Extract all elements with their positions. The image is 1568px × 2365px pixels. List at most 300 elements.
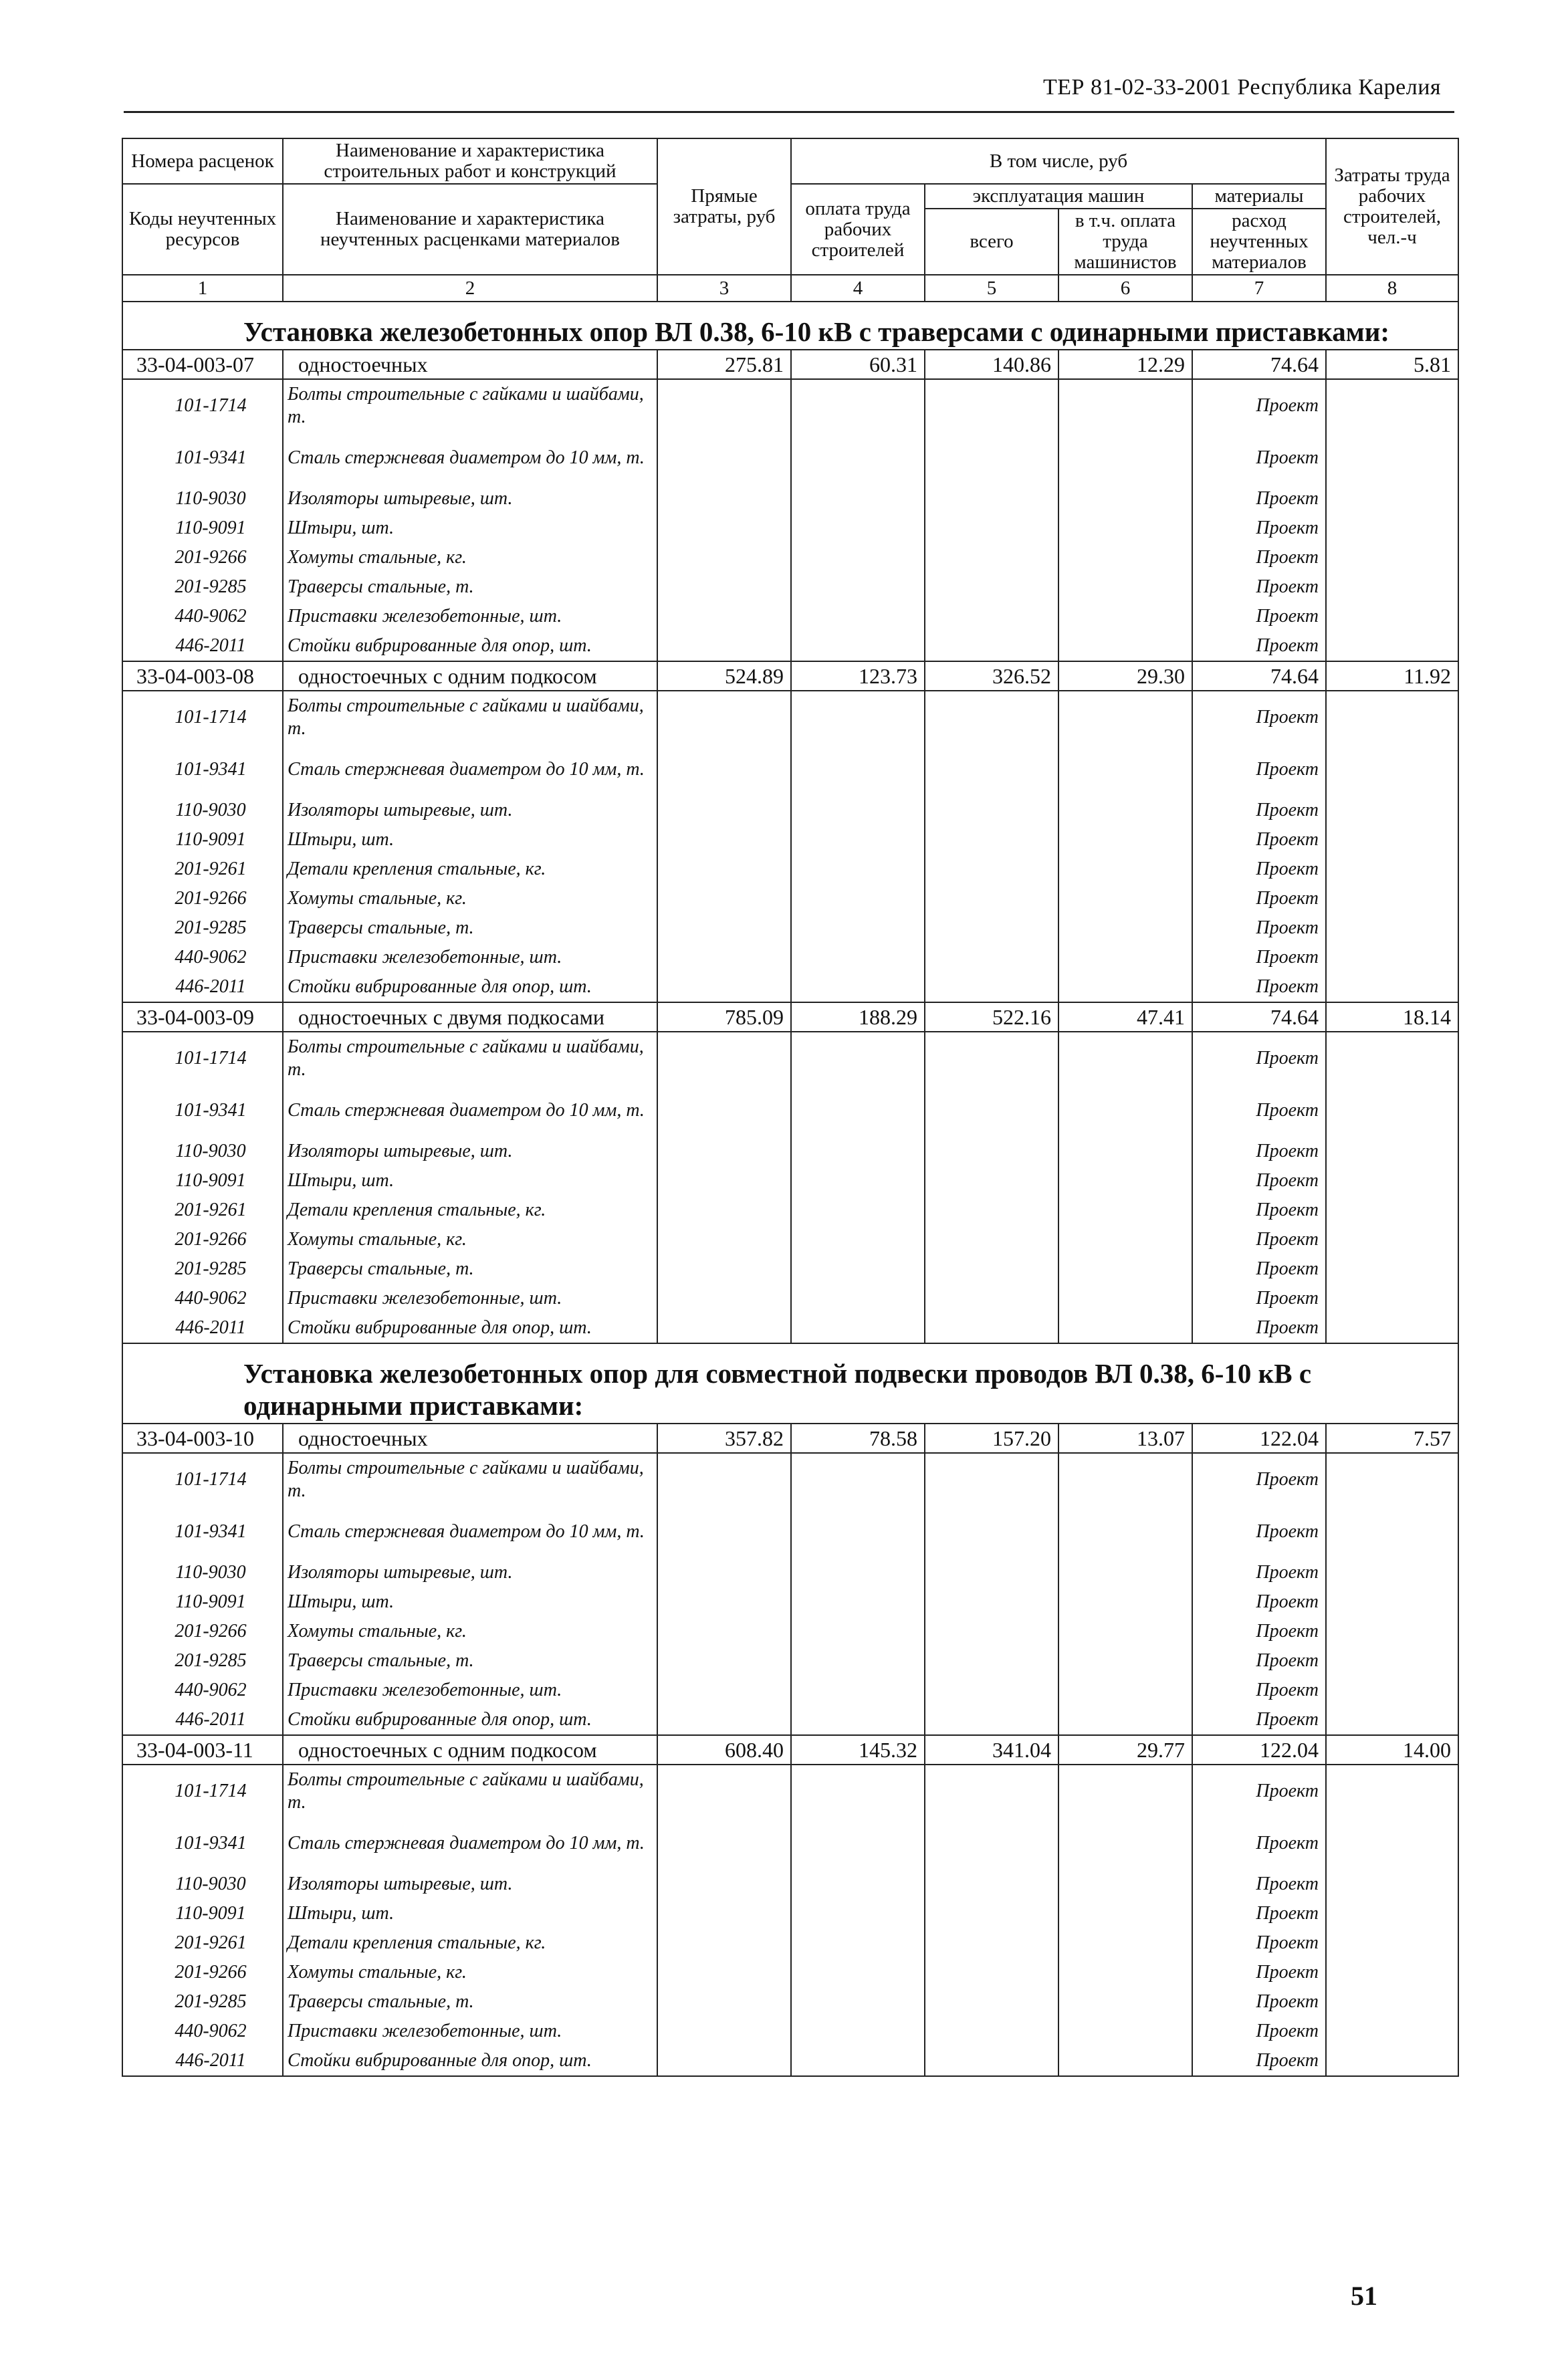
resource-code: 440-9062 <box>122 1676 283 1705</box>
empty-cell <box>925 1587 1058 1617</box>
empty-cell <box>925 484 1058 514</box>
empty-cell <box>1326 1085 1458 1137</box>
empty-cell <box>925 972 1058 1002</box>
resource-material: Проект <box>1192 1506 1326 1558</box>
section-title: Установка железобетонных опор ВЛ 0.38, 6-10 кВ с траверсами с одинарными приставками: <box>122 302 1458 350</box>
resource-name: Болты строительные с гайками и шайбами, т. <box>283 691 657 744</box>
rate-value: 122.04 <box>1192 1735 1326 1765</box>
rate-code: 33-04-003-09 <box>122 1002 283 1032</box>
section-title-row <box>122 302 1458 350</box>
resource-name: Сталь стержневая диаметром до 10 мм, т. <box>283 432 657 484</box>
resource-code: 446-2011 <box>122 1705 283 1735</box>
empty-cell <box>1326 1765 1458 1817</box>
resource-code: 101-9341 <box>122 432 283 484</box>
empty-cell <box>1326 484 1458 514</box>
empty-cell <box>657 572 791 602</box>
rate-value: 60.31 <box>791 350 925 379</box>
header-vsego: всего <box>925 209 1058 275</box>
empty-cell <box>1058 2017 1192 2046</box>
resource-material: Проект <box>1192 1676 1326 1705</box>
rate-value: 29.30 <box>1058 661 1192 691</box>
empty-cell <box>925 855 1058 884</box>
empty-cell <box>925 1225 1058 1254</box>
resource-material: Проект <box>1192 1705 1326 1735</box>
rate-value: 157.20 <box>925 1424 1058 1453</box>
resource-name: Приставки железобетонные, шт. <box>283 2017 657 2046</box>
empty-cell <box>657 796 791 825</box>
empty-cell <box>1326 1987 1458 2017</box>
rate-row <box>122 1002 1458 1032</box>
resource-material: Проект <box>1192 1453 1326 1506</box>
resource-material: Проект <box>1192 1558 1326 1587</box>
resource-row <box>122 2017 1458 2046</box>
empty-cell <box>925 631 1058 661</box>
rate-value: 14.00 <box>1326 1735 1458 1765</box>
header-materialy: материалы <box>1192 184 1326 209</box>
rate-value: 12.29 <box>1058 350 1192 379</box>
resource-row <box>122 1587 1458 1617</box>
empty-cell <box>1326 913 1458 943</box>
empty-cell <box>925 1506 1058 1558</box>
empty-cell <box>1326 1817 1458 1870</box>
resource-row <box>122 1987 1458 2017</box>
empty-cell <box>1326 432 1458 484</box>
resource-row <box>122 484 1458 514</box>
resource-code: 101-1714 <box>122 379 283 432</box>
resource-material: Проект <box>1192 1313 1326 1343</box>
resource-name: Сталь стержневая диаметром до 10 мм, т. <box>283 744 657 796</box>
resource-material: Проект <box>1192 1254 1326 1284</box>
resource-material: Проект <box>1192 943 1326 972</box>
resource-row <box>122 514 1458 543</box>
empty-cell <box>925 572 1058 602</box>
empty-cell <box>1326 1254 1458 1284</box>
empty-cell <box>1058 1137 1192 1166</box>
rate-value: 608.40 <box>657 1735 791 1765</box>
resource-name: Траверсы стальные, т. <box>283 1646 657 1676</box>
resource-name: Хомуты стальные, кг. <box>283 1958 657 1987</box>
resource-material: Проект <box>1192 1928 1326 1958</box>
resource-material: Проект <box>1192 1166 1326 1196</box>
empty-cell <box>925 602 1058 631</box>
empty-cell <box>925 1032 1058 1085</box>
empty-cell <box>657 744 791 796</box>
empty-cell <box>1326 379 1458 432</box>
rate-value: 13.07 <box>1058 1424 1192 1453</box>
resource-material: Проект <box>1192 484 1326 514</box>
empty-cell <box>791 691 925 744</box>
resource-code: 201-9261 <box>122 1196 283 1225</box>
empty-cell <box>657 432 791 484</box>
resource-material: Проект <box>1192 744 1326 796</box>
empty-cell <box>657 514 791 543</box>
empty-cell <box>791 825 925 855</box>
empty-cell <box>1326 1928 1458 1958</box>
rate-value: 785.09 <box>657 1002 791 1032</box>
empty-cell <box>1058 1817 1192 1870</box>
resource-code: 440-9062 <box>122 2017 283 2046</box>
empty-cell <box>657 543 791 572</box>
empty-cell <box>657 1137 791 1166</box>
empty-cell <box>1326 602 1458 631</box>
empty-cell <box>1326 972 1458 1002</box>
estimate-table <box>122 138 1459 2077</box>
resource-row <box>122 855 1458 884</box>
resource-row <box>122 1870 1458 1899</box>
page-header: ТЕР 81-02-33-2001 Республика Карелия <box>1043 75 1442 100</box>
empty-cell <box>657 2046 791 2076</box>
resource-row <box>122 602 1458 631</box>
empty-cell <box>791 1646 925 1676</box>
empty-cell <box>657 1196 791 1225</box>
empty-cell <box>657 855 791 884</box>
header-naim-bottom: Наименование и характеристика неучтенных расценками материалов <box>283 184 657 275</box>
resource-row <box>122 1225 1458 1254</box>
empty-cell <box>1058 1899 1192 1928</box>
resource-code: 110-9030 <box>122 1137 283 1166</box>
empty-cell <box>925 1899 1058 1928</box>
empty-cell <box>925 825 1058 855</box>
column-number: 7 <box>1192 275 1326 302</box>
empty-cell <box>1058 943 1192 972</box>
resource-name: Изоляторы штыревые, шт. <box>283 796 657 825</box>
empty-cell <box>1326 631 1458 661</box>
header-raskhod: расход неучтенных материалов <box>1192 209 1326 275</box>
resource-row <box>122 1085 1458 1137</box>
resource-code: 110-9091 <box>122 514 283 543</box>
resource-name: Приставки железобетонные, шт. <box>283 943 657 972</box>
resource-code: 110-9091 <box>122 1166 283 1196</box>
empty-cell <box>1058 1705 1192 1735</box>
resource-row <box>122 913 1458 943</box>
empty-cell <box>657 1676 791 1705</box>
resource-code: 110-9091 <box>122 825 283 855</box>
resource-material: Проект <box>1192 543 1326 572</box>
resource-material: Проект <box>1192 432 1326 484</box>
rate-value: 74.64 <box>1192 1002 1326 1032</box>
resource-row <box>122 1617 1458 1646</box>
resource-row <box>122 432 1458 484</box>
resource-name: Штыри, шт. <box>283 1166 657 1196</box>
empty-cell <box>1326 1032 1458 1085</box>
resource-material: Проект <box>1192 1817 1326 1870</box>
empty-cell <box>1058 1085 1192 1137</box>
section-title: Установка железобетонных опор для совместной подвески проводов ВЛ 0.38, 6-10 кВ с одинарными приставками: <box>122 1343 1458 1424</box>
empty-cell <box>657 1646 791 1676</box>
empty-cell <box>1058 602 1192 631</box>
resource-code: 201-9261 <box>122 1928 283 1958</box>
empty-cell <box>657 1166 791 1196</box>
rate-value: 524.89 <box>657 661 791 691</box>
empty-cell <box>1326 744 1458 796</box>
header-rule <box>124 111 1454 113</box>
resource-code: 101-1714 <box>122 1032 283 1085</box>
empty-cell <box>1326 572 1458 602</box>
empty-cell <box>791 631 925 661</box>
empty-cell <box>1058 1587 1192 1617</box>
empty-cell <box>1058 1676 1192 1705</box>
empty-cell <box>791 913 925 943</box>
rate-value: 74.64 <box>1192 661 1326 691</box>
header-ekspl: эксплуатация машин <box>925 184 1192 209</box>
resource-code: 110-9030 <box>122 1870 283 1899</box>
resource-name: Сталь стержневая диаметром до 10 мм, т. <box>283 1085 657 1137</box>
empty-cell <box>925 1870 1058 1899</box>
empty-cell <box>657 1705 791 1735</box>
empty-cell <box>657 1899 791 1928</box>
empty-cell <box>1326 691 1458 744</box>
empty-cell <box>791 1676 925 1705</box>
empty-cell <box>791 796 925 825</box>
empty-cell <box>791 1587 925 1617</box>
empty-cell <box>1326 1870 1458 1899</box>
resource-row <box>122 2046 1458 2076</box>
empty-cell <box>925 1676 1058 1705</box>
resource-name: Хомуты стальные, кг. <box>283 884 657 913</box>
empty-cell <box>925 543 1058 572</box>
resource-row <box>122 379 1458 432</box>
empty-cell <box>791 1987 925 2017</box>
empty-cell <box>925 514 1058 543</box>
resource-material: Проект <box>1192 2017 1326 2046</box>
empty-cell <box>791 1166 925 1196</box>
empty-cell <box>657 1085 791 1137</box>
empty-cell <box>657 1958 791 1987</box>
empty-cell <box>657 1817 791 1870</box>
empty-cell <box>925 1958 1058 1987</box>
resource-row <box>122 572 1458 602</box>
resource-name: Штыри, шт. <box>283 514 657 543</box>
resource-name: Траверсы стальные, т. <box>283 572 657 602</box>
rate-name: одностоечных <box>283 350 657 379</box>
rate-value: 123.73 <box>791 661 925 691</box>
empty-cell <box>791 602 925 631</box>
empty-cell <box>1326 1137 1458 1166</box>
column-number: 2 <box>283 275 657 302</box>
header-v-tom-chisle: В том числе, руб <box>791 138 1326 184</box>
table-header <box>122 138 1458 302</box>
empty-cell <box>657 1987 791 2017</box>
empty-cell <box>657 1254 791 1284</box>
resource-name: Хомуты стальные, кг. <box>283 543 657 572</box>
empty-cell <box>791 1817 925 1870</box>
empty-cell <box>1326 884 1458 913</box>
resource-code: 440-9062 <box>122 943 283 972</box>
table-body <box>122 302 1458 2076</box>
resource-name: Штыри, шт. <box>283 825 657 855</box>
resource-row <box>122 1646 1458 1676</box>
resource-row <box>122 796 1458 825</box>
empty-cell <box>791 1506 925 1558</box>
empty-cell <box>1058 884 1192 913</box>
column-numbers-row <box>122 275 1458 302</box>
column-number: 3 <box>657 275 791 302</box>
empty-cell <box>1326 825 1458 855</box>
empty-cell <box>925 1085 1058 1137</box>
resource-name: Траверсы стальные, т. <box>283 1987 657 2017</box>
resource-material: Проект <box>1192 1646 1326 1676</box>
empty-cell <box>657 484 791 514</box>
column-number: 5 <box>925 275 1058 302</box>
resource-code: 101-9341 <box>122 1817 283 1870</box>
empty-cell <box>925 1765 1058 1817</box>
empty-cell <box>1058 972 1192 1002</box>
empty-cell <box>925 1453 1058 1506</box>
resource-code: 110-9091 <box>122 1587 283 1617</box>
empty-cell <box>925 1137 1058 1166</box>
empty-cell <box>925 691 1058 744</box>
empty-cell <box>1326 2046 1458 2076</box>
empty-cell <box>791 1765 925 1817</box>
resource-material: Проект <box>1192 1085 1326 1137</box>
column-number: 1 <box>122 275 283 302</box>
resource-code: 201-9266 <box>122 543 283 572</box>
resource-row <box>122 1032 1458 1085</box>
resource-name: Болты строительные с гайками и шайбами, т. <box>283 1765 657 1817</box>
resource-row <box>122 1284 1458 1313</box>
header-kody: Коды неучтенных ресурсов <box>122 184 283 275</box>
resource-name: Приставки железобетонные, шт. <box>283 602 657 631</box>
empty-cell <box>925 884 1058 913</box>
resource-row <box>122 1506 1458 1558</box>
empty-cell <box>791 2017 925 2046</box>
resource-name: Стойки вибрированные для опор, шт. <box>283 972 657 1002</box>
empty-cell <box>791 1313 925 1343</box>
empty-cell <box>1058 691 1192 744</box>
resource-material: Проект <box>1192 1032 1326 1085</box>
resource-name: Стойки вибрированные для опор, шт. <box>283 631 657 661</box>
resource-code: 110-9091 <box>122 1899 283 1928</box>
empty-cell <box>925 432 1058 484</box>
empty-cell <box>925 943 1058 972</box>
resource-material: Проект <box>1192 972 1326 1002</box>
empty-cell <box>1326 1313 1458 1343</box>
empty-cell <box>1326 1166 1458 1196</box>
rate-value: 357.82 <box>657 1424 791 1453</box>
empty-cell <box>1058 514 1192 543</box>
rate-row <box>122 661 1458 691</box>
empty-cell <box>791 1899 925 1928</box>
resource-name: Изоляторы штыревые, шт. <box>283 1137 657 1166</box>
empty-cell <box>657 1870 791 1899</box>
empty-cell <box>657 1313 791 1343</box>
page-number: 51 <box>1351 2281 1377 2311</box>
resource-code: 101-9341 <box>122 744 283 796</box>
empty-cell <box>791 1032 925 1085</box>
empty-cell <box>1058 825 1192 855</box>
empty-cell <box>1326 796 1458 825</box>
header-pryamye: Прямые затраты, руб <box>657 138 791 275</box>
resource-row <box>122 1453 1458 1506</box>
empty-cell <box>1326 1617 1458 1646</box>
empty-cell <box>925 379 1058 432</box>
rate-value: 18.14 <box>1326 1002 1458 1032</box>
empty-cell <box>1058 1453 1192 1506</box>
empty-cell <box>1326 1705 1458 1735</box>
resource-code: 201-9266 <box>122 1958 283 1987</box>
rate-value: 7.57 <box>1326 1424 1458 1453</box>
empty-cell <box>1058 379 1192 432</box>
resource-name: Стойки вибрированные для опор, шт. <box>283 1313 657 1343</box>
resource-row <box>122 1313 1458 1343</box>
empty-cell <box>791 1705 925 1735</box>
header-zatraty: Затраты труда рабочих строителей, чел.-ч <box>1326 138 1458 275</box>
rate-row <box>122 350 1458 379</box>
empty-cell <box>1326 1646 1458 1676</box>
empty-cell <box>1058 1987 1192 2017</box>
empty-cell <box>791 1558 925 1587</box>
empty-cell <box>1058 855 1192 884</box>
empty-cell <box>1326 943 1458 972</box>
resource-material: Проект <box>1192 1587 1326 1617</box>
resource-row <box>122 1676 1458 1705</box>
empty-cell <box>791 1958 925 1987</box>
resource-name: Детали крепления стальные, кг. <box>283 855 657 884</box>
resource-material: Проект <box>1192 855 1326 884</box>
rate-value: 145.32 <box>791 1735 925 1765</box>
empty-cell <box>1058 432 1192 484</box>
resource-code: 201-9266 <box>122 1617 283 1646</box>
empty-cell <box>657 631 791 661</box>
resource-code: 201-9261 <box>122 855 283 884</box>
empty-cell <box>791 1254 925 1284</box>
empty-cell <box>925 1617 1058 1646</box>
empty-cell <box>657 1765 791 1817</box>
rate-value: 188.29 <box>791 1002 925 1032</box>
empty-cell <box>791 572 925 602</box>
resource-name: Приставки железобетонные, шт. <box>283 1676 657 1705</box>
empty-cell <box>657 1587 791 1617</box>
resource-code: 440-9062 <box>122 1284 283 1313</box>
empty-cell <box>791 943 925 972</box>
rate-name: одностоечных <box>283 1424 657 1453</box>
resource-name: Сталь стержневая диаметром до 10 мм, т. <box>283 1506 657 1558</box>
empty-cell <box>1058 796 1192 825</box>
empty-cell <box>791 744 925 796</box>
empty-cell <box>791 972 925 1002</box>
rate-value: 522.16 <box>925 1002 1058 1032</box>
header-nomera: Номера расценок <box>122 138 283 184</box>
resource-material: Проект <box>1192 796 1326 825</box>
empty-cell <box>1326 1587 1458 1617</box>
empty-cell <box>791 543 925 572</box>
empty-cell <box>791 1928 925 1958</box>
empty-cell <box>657 1558 791 1587</box>
rate-name: одностоечных с одним подкосом <box>283 1735 657 1765</box>
resource-name: Сталь стержневая диаметром до 10 мм, т. <box>283 1817 657 1870</box>
empty-cell <box>1326 855 1458 884</box>
empty-cell <box>657 913 791 943</box>
resource-code: 201-9266 <box>122 1225 283 1254</box>
empty-cell <box>791 1870 925 1899</box>
empty-cell <box>1326 514 1458 543</box>
empty-cell <box>1058 1958 1192 1987</box>
resource-row <box>122 1558 1458 1587</box>
resource-material: Проект <box>1192 884 1326 913</box>
resource-code: 201-9285 <box>122 1254 283 1284</box>
empty-cell <box>1058 572 1192 602</box>
resource-name: Приставки железобетонные, шт. <box>283 1284 657 1313</box>
resource-name: Штыри, шт. <box>283 1899 657 1928</box>
empty-cell <box>925 1254 1058 1284</box>
empty-cell <box>925 744 1058 796</box>
rate-row <box>122 1424 1458 1453</box>
resource-name: Штыри, шт. <box>283 1587 657 1617</box>
empty-cell <box>925 1196 1058 1225</box>
resource-name: Детали крепления стальные, кг. <box>283 1928 657 1958</box>
resource-name: Болты строительные с гайками и шайбами, т. <box>283 379 657 432</box>
resource-row <box>122 825 1458 855</box>
